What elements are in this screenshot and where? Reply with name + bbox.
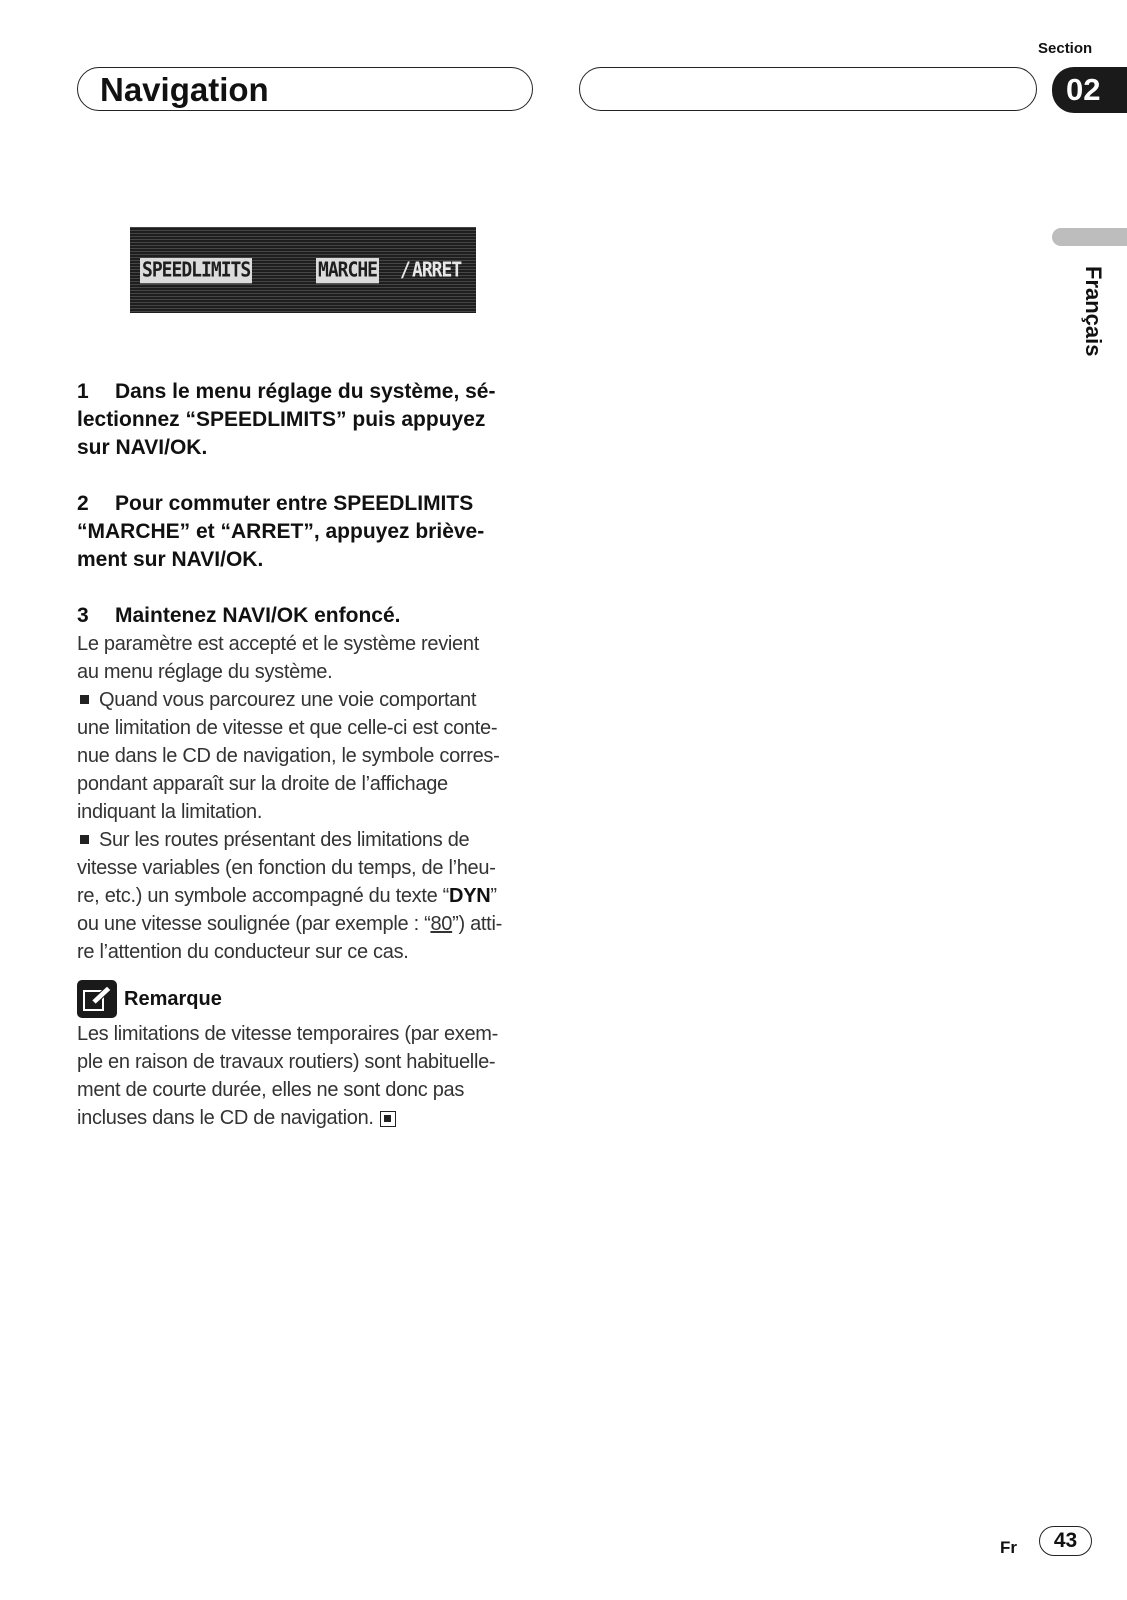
remark-text: Les limitations de vitesse temporaires (par exem-: [77, 1023, 499, 1045]
speed-example: 80: [430, 913, 453, 935]
lcd-arret-option: ARRET: [412, 258, 462, 283]
bullet-square-icon: [80, 695, 89, 704]
lcd-display-image: [130, 227, 476, 313]
bullet-item: Quand vous parcourez une voie comportant: [77, 686, 537, 714]
end-mark-icon: [380, 1111, 396, 1127]
remark-header: [77, 980, 537, 1020]
lcd-marche-option: MARCHE: [318, 258, 378, 283]
pencil-note-icon: [77, 980, 117, 1018]
step-3: 3 Maintenez NAVI/OK enfoncé.: [77, 604, 401, 627]
section-number-badge: 02: [1052, 67, 1127, 113]
section-label: Section: [1038, 40, 1093, 57]
main-content: 1 Dans le menu réglage du système, sé- lectionnez “SPEEDLIMITS” puis appuyez sur NAVI/OK. 2 Pour commuter entre SPEEDLIMITS “MARCHE” et “ARRET”, appuyez briève- ment sur NAVI/OK. 3 Maintenez NAVI/OK enfoncé. Le paramètre est accepté et le système revient au menu réglage du système. Quand vous parcourez une voie comportant une limitation de vitesse et que celle-ci est conte- nue dans le CD de navigation, le symbole corres- pondant apparaît sur la droite de l’affichage indiquant la limitation. Sur les routes présentant des limitations de vitesse variables (en fonction du temps, de l’heu- re, etc.) un symbole accompagné du texte “DYN” ou une vitesse soulignée (par exemple : “80”) atti- re l’attention du conducteur sur ce cas. Remarque Les limitations de vitesse temporaires (par exem- ple en raison de travaux routiers) sont habituelle- ment de courte durée, elles ne sont donc pas incluses dans le CD de navigation.: [77, 378, 537, 1132]
lcd-separator: /: [400, 258, 410, 283]
bullet-square-icon: [80, 835, 89, 844]
step-2: 2 Pour commuter entre SPEEDLIMITS: [77, 492, 474, 515]
footer-language: Fr: [1000, 1538, 1017, 1557]
bullet-item: Sur les routes présentant des limitations de: [77, 826, 537, 854]
header-right-box: [579, 67, 1037, 111]
language-tab-marker: [1052, 228, 1127, 246]
step-1: 1 Dans le menu réglage du système, sé-: [77, 380, 496, 403]
lcd-speedlimits-label: SPEEDLIMITS: [142, 258, 251, 283]
result-text: Le paramètre est accepté et le système revient: [77, 633, 479, 655]
remark-title: Remarque: [124, 988, 222, 1010]
dyn-label: DYN: [449, 885, 491, 907]
section-title-box: [77, 67, 533, 111]
page-number: 43: [1039, 1526, 1092, 1556]
page-title: Navigation: [100, 71, 269, 108]
language-tab-label: Français: [1081, 266, 1106, 357]
